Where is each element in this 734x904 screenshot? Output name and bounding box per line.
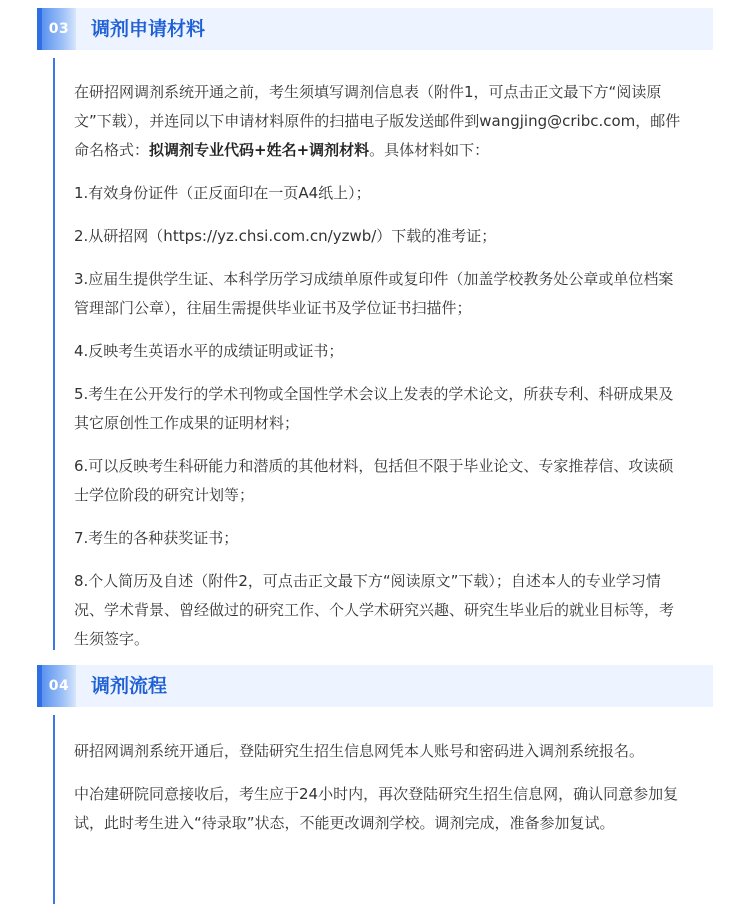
material-item: 2.从研招网（https://yz.chsi.com.cn/yzwb/）下载的准考证； (74, 227, 497, 245)
section-4-header (37, 665, 713, 707)
process-paragraph: 研招网调剂系统开通后，登陆研究生招生信息网凭本人账号和密码进入调剂系统报名。 (74, 742, 645, 760)
intro-paragraph (74, 78, 686, 165)
material-item: 6.可以反映考生科研能力和潜质的其他材料，包括但不限于毕业论文、专家推荐信、攻读硕士学位阶段的研究计划等； (74, 457, 674, 504)
section-4-vertical-line (53, 715, 55, 904)
section-title: 调剂申请材料 (91, 18, 206, 40)
section-title: 调剂流程 (91, 675, 168, 697)
section-3-vertical-line (53, 58, 55, 650)
material-item: 5.考生在公开发行的学术刊物或全国性学术会议上发表的学术论文，所获专利、科研成果及其它原创性工作成果的证明材料； (74, 385, 674, 432)
section-4-content (74, 737, 686, 852)
material-item: 1.有效身份证件（正反面印在一页A4纸上）； (74, 184, 371, 202)
naming-format: 拟调剂专业代码+姓名+调剂材料 (149, 141, 370, 159)
material-item: 7.考生的各种获奖证书； (74, 529, 239, 547)
process-paragraph: 中冶建研院同意接收后，考生应于24小时内，再次登陆研究生招生信息网，确认同意参加复试，此时考生进入“待录取”状态，不能更改调剂学校。调剂完成，准备参加复试。 (74, 785, 679, 832)
intro-text-end: 。具体材料如下： (369, 141, 490, 159)
section-number-badge: 04 (42, 665, 76, 707)
material-item: 8.个人简历及自述（附件2，可点击正文最下方“阅读原文”下载）；自述本人的专业学习情况、学术背景、曾经做过的研究工作、个人学术研究兴趣、研究生毕业后的就业目标等，考生须签字。 (74, 572, 675, 648)
intro-text: 在研招网调剂系统开通之前，考生须填写调剂信息表（附件1，可点击正文最下方“阅读原文”下载），并连同以下申请材料原件的扫描电子版发送邮件到wangjing@cribc.com，邮件命名格式： (74, 83, 681, 159)
material-item: 3.应届生提供学生证、本科学历学习成绩单原件或复印件（加盖学校教务处公章或单位档案管理部门公章），往届生需提供毕业证书及学位证书扫描件； (74, 270, 674, 317)
section-3-content (74, 78, 686, 668)
section-number-badge: 03 (42, 8, 76, 50)
material-item: 4.反映考生英语水平的成绩证明或证书； (74, 342, 344, 360)
section-3-header (37, 8, 713, 50)
